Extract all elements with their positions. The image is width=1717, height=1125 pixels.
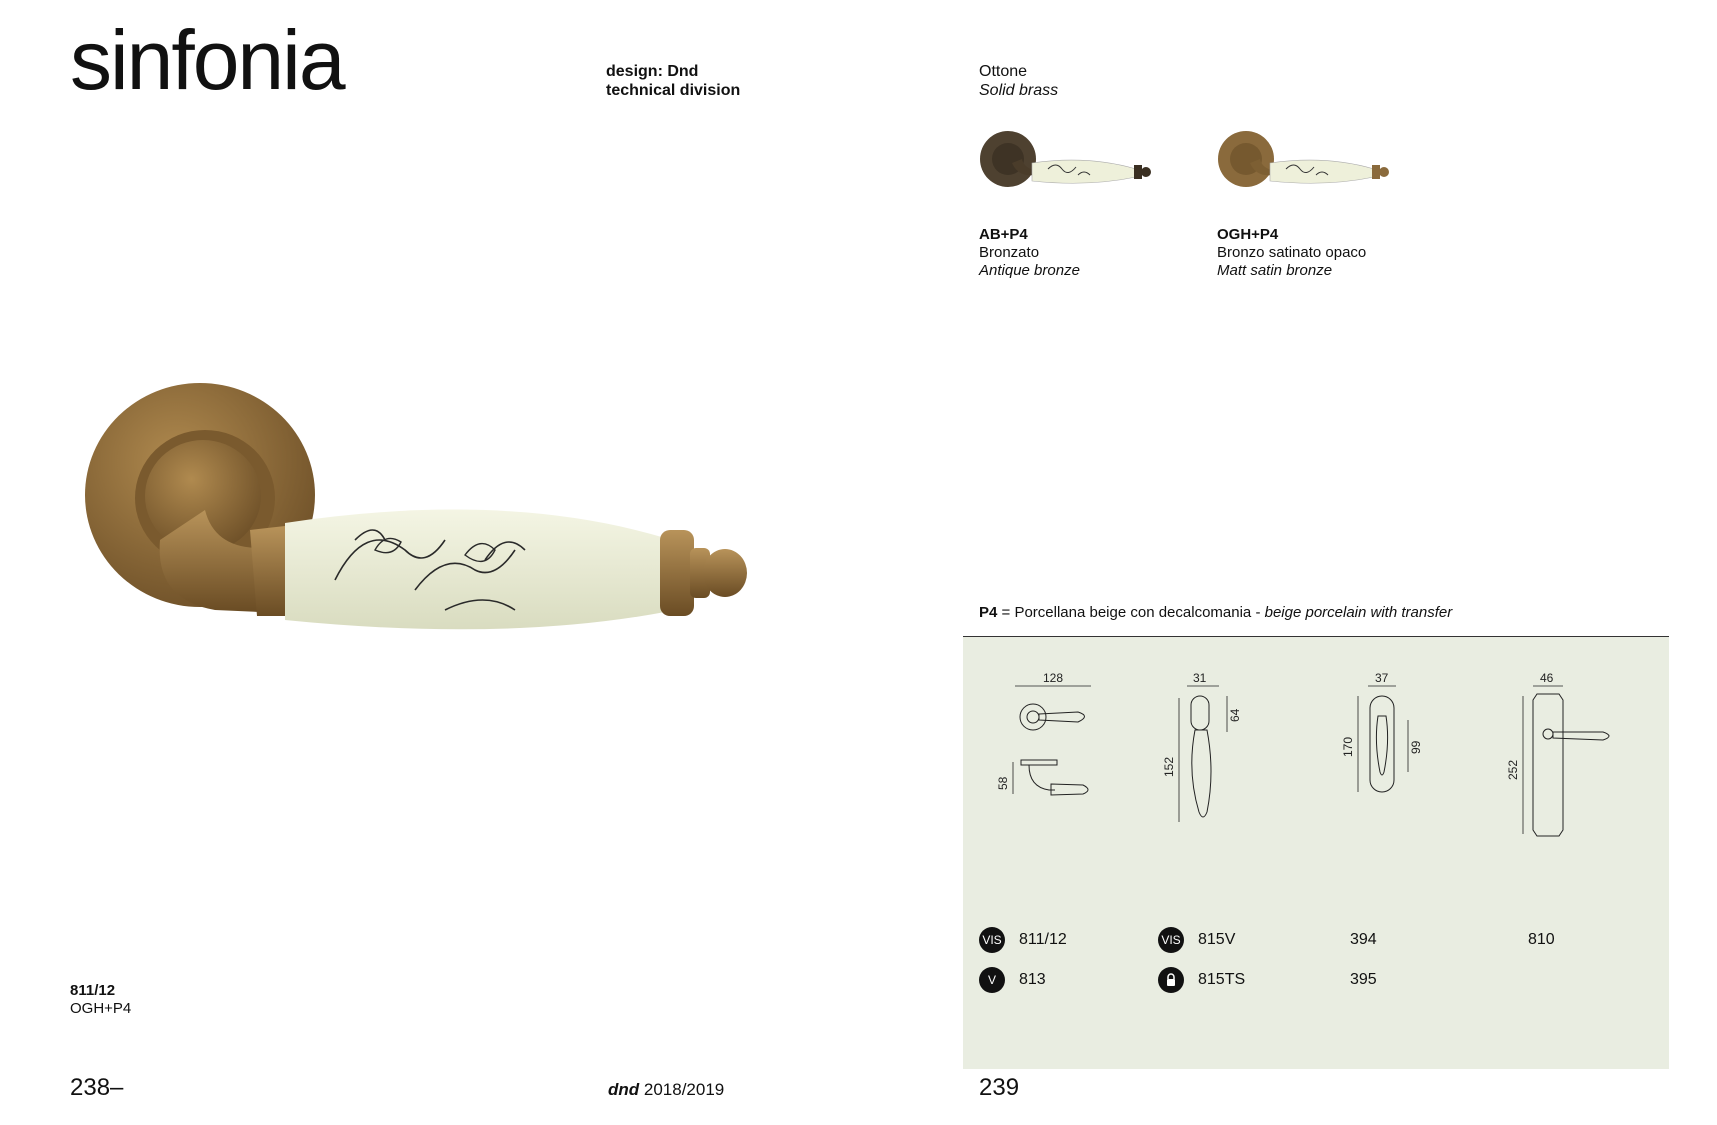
dim-label: 46 (1540, 672, 1554, 685)
dim-label: 64 (1228, 708, 1242, 722)
product-caption (70, 982, 131, 1018)
drawing-long-plate (1503, 672, 1633, 852)
note-eq: = Porcellana beige con decalcomania - (997, 604, 1265, 621)
dim-label: 58 (996, 776, 1010, 790)
dim-label: 128 (1043, 672, 1064, 685)
code-value: 815V (1198, 931, 1236, 948)
caption-code: 811/12 (70, 982, 116, 999)
caption-finish: OGH+P4 (70, 1000, 132, 1017)
design-line-1: design: Dnd (606, 63, 699, 80)
finish-it: Bronzato (979, 244, 1040, 261)
code-value: 810 (1528, 931, 1555, 948)
product-image-lever-handle (85, 380, 765, 660)
material-label (979, 62, 1058, 100)
page-title: sinfonia (70, 13, 344, 107)
code-value: 395 (1350, 971, 1377, 988)
badge-v: V (979, 967, 1005, 993)
footer-year: 2018/2019 (639, 1080, 725, 1099)
design-line-2: technical division (606, 82, 741, 99)
lock-icon (1158, 967, 1184, 993)
note-code: P4 (979, 604, 998, 621)
drawing-short-plate (1328, 672, 1438, 852)
badge-vis: VIS (979, 927, 1005, 953)
finish-ab (979, 226, 1080, 280)
dim-label: 31 (1193, 672, 1207, 685)
drawing-lever-rose (993, 672, 1123, 852)
footer-logo: dnd (608, 1080, 640, 1099)
finish-en: Matt satin bronze (1217, 262, 1333, 279)
finish-code: OGH+P4 (1217, 226, 1279, 243)
finish-en: Antique bronze (979, 262, 1080, 279)
porcelain-note (979, 604, 1452, 621)
finish-thumbnail-ogh (1216, 125, 1396, 205)
page-number-right: 239 (979, 1074, 1020, 1101)
badge-vis: VIS (1158, 927, 1184, 953)
dim-label: 170 (1341, 736, 1355, 757)
finish-it: Bronzo satinato opaco (1217, 244, 1367, 261)
finish-thumbnail-ab (978, 125, 1158, 205)
footer-brand (608, 1080, 724, 1100)
dim-label: 152 (1162, 756, 1176, 777)
code-value: 815TS (1198, 971, 1246, 988)
page-number-left: 238– (70, 1074, 124, 1101)
drawing-lever-escutcheon (1153, 672, 1263, 852)
code-row (1158, 967, 1245, 993)
note-en: beige porcelain with transfer (1264, 604, 1453, 621)
finish-ogh (1217, 226, 1366, 280)
code-row (1350, 927, 1377, 953)
code-value: 813 (1019, 971, 1046, 988)
code-row (1350, 967, 1377, 993)
design-credit (606, 62, 740, 100)
code-value: 811/12 (1019, 931, 1067, 948)
technical-panel (963, 637, 1669, 1069)
dim-label: 252 (1506, 759, 1520, 780)
finish-code: AB+P4 (979, 226, 1028, 243)
code-value: 394 (1350, 931, 1377, 948)
code-row (979, 967, 1046, 993)
material-en: Solid brass (979, 82, 1059, 99)
dim-label: 99 (1409, 740, 1423, 754)
dim-label: 37 (1375, 672, 1389, 685)
code-row (1158, 927, 1235, 953)
code-row (1528, 927, 1555, 953)
code-row (979, 927, 1067, 953)
material-it: Ottone (979, 63, 1028, 80)
